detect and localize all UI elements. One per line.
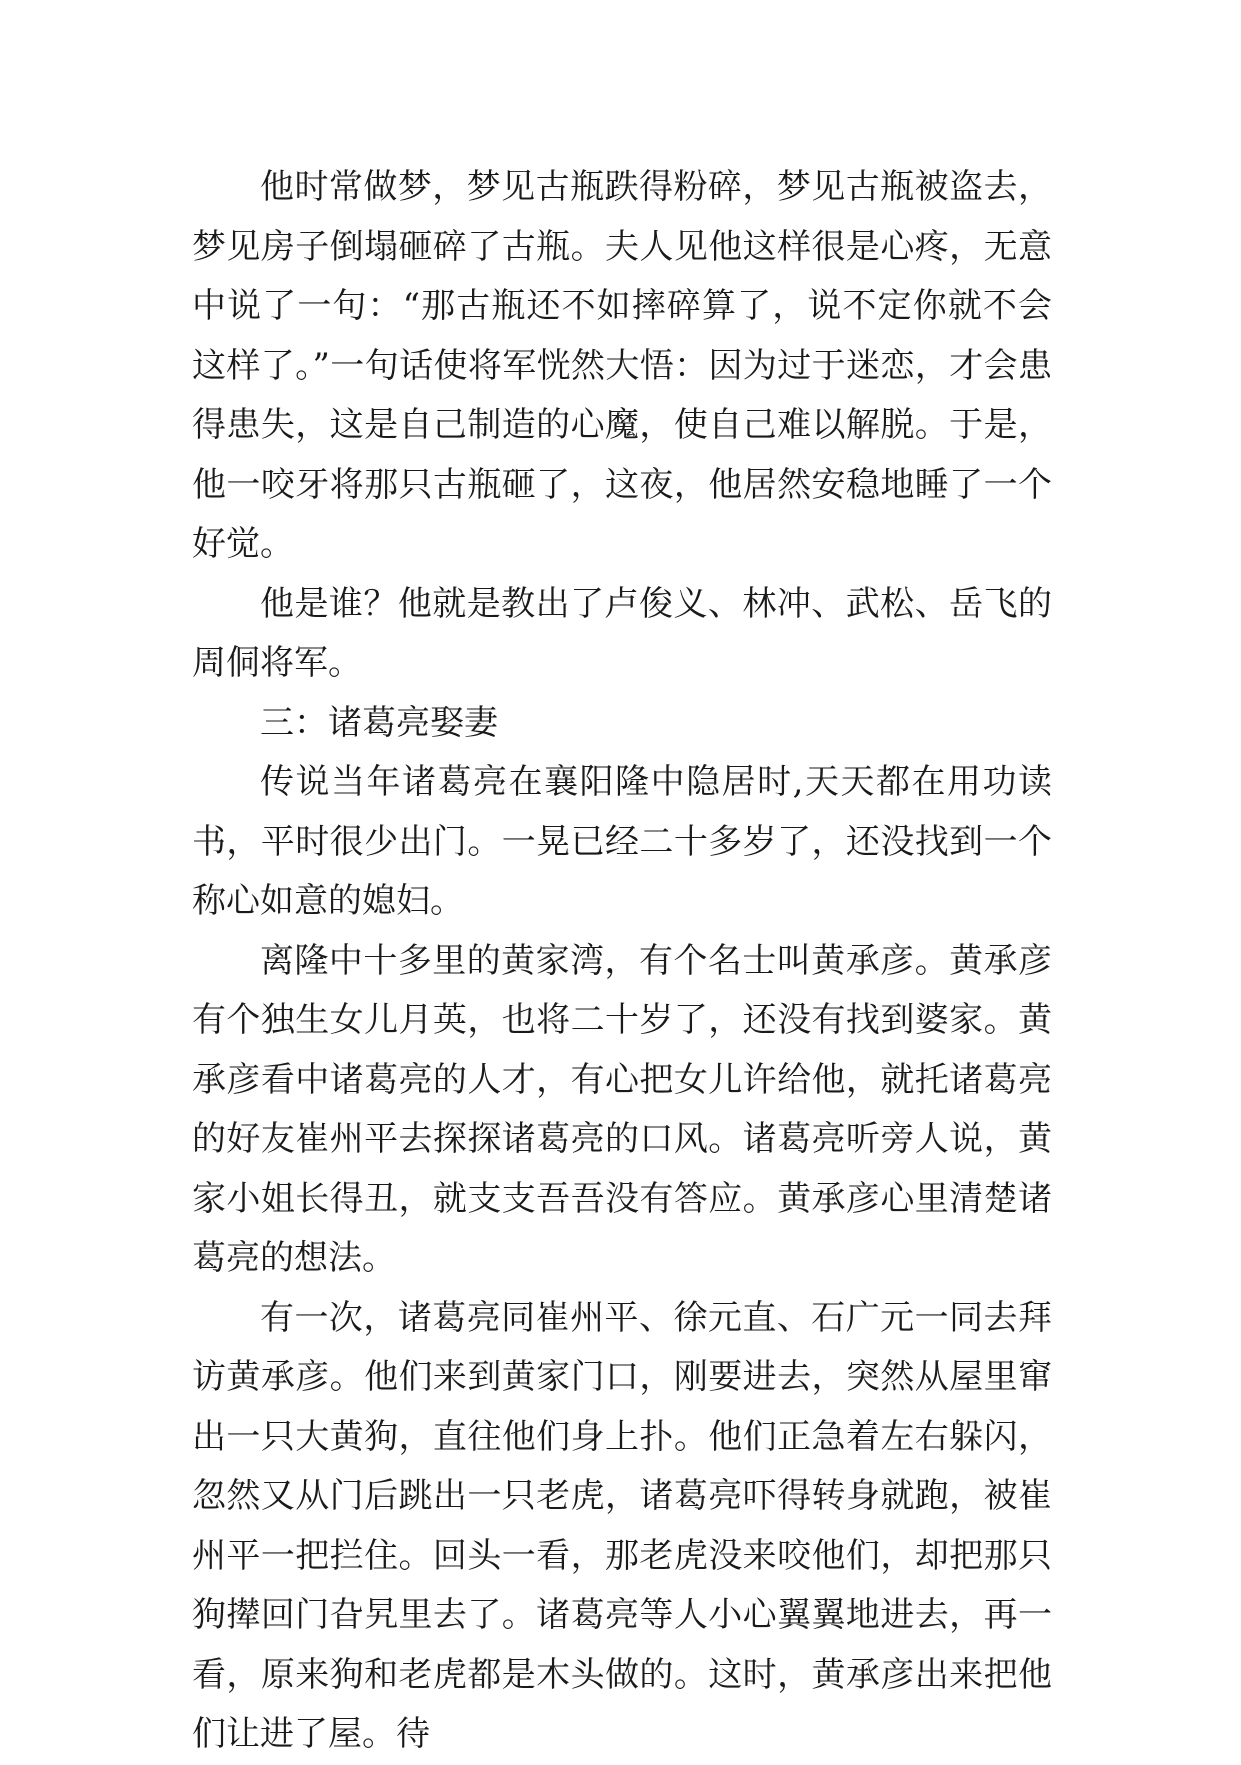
paragraph: 传说当年诸葛亮在襄阳隆中隐居时,天天都在用功读书，平时很少出门。一晃已经二十多岁了，还没找到一个称心如意的媳妇。 xyxy=(192,762,1052,921)
paragraph: 离隆中十多里的黄家湾，有个名士叫黄承彦。黄承彦有个独生女儿月英，也将二十岁了，还没有找到婆家。黄承彦看中诸葛亮的人才，有心把女儿许给他，就托诸葛亮的好友崔州平去探探诸葛亮的口风。诸葛亮听旁人说，黄家小姐长得丑，就支支吾吾没有答应。黄承彦心里清楚诸葛亮的想法。 xyxy=(192,940,1052,1278)
paragraph: 他时常做梦，梦见古瓶跌得粉碎，梦见古瓶被盗去，梦见房子倒塌砸碎了古瓶。夫人见他这样很是心疼，无意中说了一句：“那古瓶还不如摔碎算了，说不定你就不会这样了。”一句话使将军恍然大悟：因为过于迷恋，才会患得患失，这是自己制造的心魔，使自己难以解脱。于是，他一咬牙将那只古瓶砸了，这夜，他居然安稳地睡了一个好觉。 xyxy=(192,167,1052,564)
document-body xyxy=(192,158,1052,1765)
paragraph: 他是谁？他就是教出了卢俊义、林冲、武松、岳飞的周侗将军。 xyxy=(192,583,1052,683)
section-heading: 三：诸葛亮娶妻 xyxy=(260,702,498,743)
paragraph: 有一次，诸葛亮同崔州平、徐元直、石广元一同去拜访黄承彦。他们来到黄家门口，刚要进去，突然从屋里窜出一只大黄狗，直往他们身上扑。他们正急着左右躲闪，忽然又从门后跳出一只老虎，诸葛亮吓得转身就跑，被崔州平一把拦住。回头一看，那老虎没来咬他们，却把那只狗撵回门旮旯里去了。诸葛亮等人小心翼翼地进去，再一看，原来狗和老虎都是木头做的。这时，黄承彦出来把他们让进了屋。待 xyxy=(192,1297,1052,1754)
